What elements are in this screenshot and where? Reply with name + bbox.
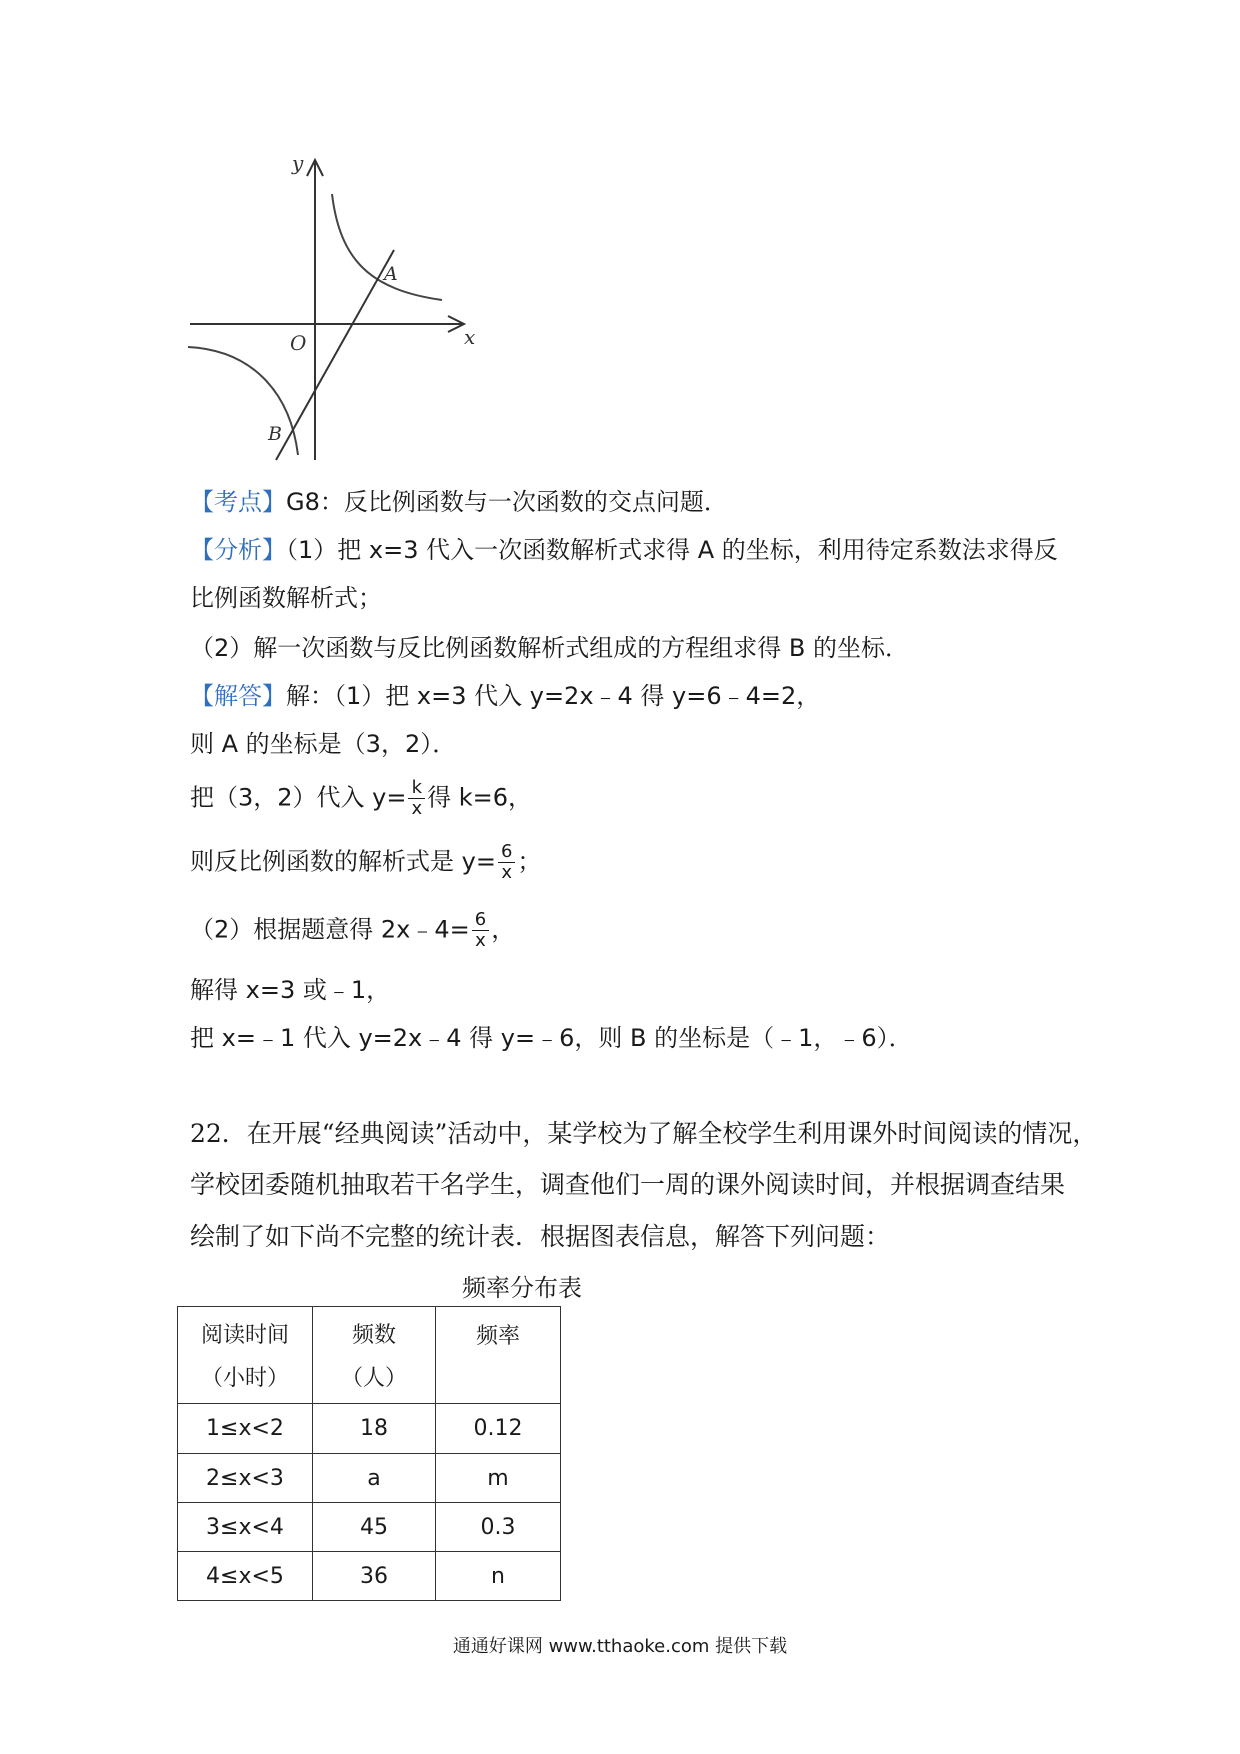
linear-function-line bbox=[276, 250, 394, 460]
point-b-label: B bbox=[268, 423, 282, 445]
fraction-denominator: x bbox=[411, 798, 423, 819]
x-axis-label: x bbox=[464, 325, 476, 349]
frequency-table bbox=[177, 1306, 561, 1601]
cell-reading-time: 1≤x<2 bbox=[178, 1404, 313, 1454]
function-graph bbox=[180, 150, 480, 470]
page-footer: 通通好课网 www.tthaoke.com 提供下载 bbox=[452, 1636, 788, 1657]
table-row bbox=[178, 1552, 561, 1601]
line5-post: ， bbox=[491, 915, 516, 944]
table-row bbox=[178, 1454, 561, 1503]
header-line-2: （人） bbox=[340, 1366, 407, 1391]
point-a-label: A bbox=[384, 263, 398, 285]
fraction-6-over-x bbox=[498, 842, 515, 883]
cell-frequency-count: 45 bbox=[313, 1503, 436, 1552]
fenxi-line-2: 比例函数解析式； bbox=[190, 584, 382, 612]
jieda-line-2: 则 A 的坐标是（3，2）． bbox=[190, 730, 457, 758]
table-row bbox=[178, 1503, 561, 1552]
cell-reading-time: 3≤x<4 bbox=[178, 1503, 313, 1552]
cell-frequency-rate: 0.3 bbox=[436, 1503, 561, 1552]
jieda-line-1 bbox=[190, 680, 820, 712]
cell-reading-time: 2≤x<3 bbox=[178, 1454, 313, 1503]
fenxi-line-1 bbox=[190, 534, 1058, 566]
question-line-1: 22．在开展“经典阅读”活动中，某学校为了解全校学生利用课外时间阅读的情况， bbox=[190, 1119, 1098, 1148]
kaodian-text: G8：反比例函数与一次函数的交点问题． bbox=[286, 488, 728, 516]
table-header-row bbox=[178, 1307, 561, 1404]
fraction-numerator: 6 bbox=[498, 842, 515, 863]
line4-pre: 则反比例函数的解析式是 y= bbox=[190, 847, 496, 876]
fraction-k-over-x bbox=[408, 778, 425, 819]
fraction-numerator: 6 bbox=[472, 910, 489, 931]
jieda-line-7: 把 x=﹣1 代入 y=2x﹣4 得 y=﹣6，则 B 的坐标是（﹣1，﹣6）． bbox=[190, 1024, 913, 1052]
cell-frequency-count: 36 bbox=[313, 1552, 436, 1601]
cell-frequency-rate: 0.12 bbox=[436, 1404, 561, 1454]
fraction-denominator: x bbox=[475, 930, 486, 951]
line5-pre: （2）根据题意得 2x﹣4= bbox=[190, 915, 470, 944]
kaodian-line bbox=[190, 486, 728, 518]
jieda-line-3 bbox=[190, 778, 532, 819]
cell-frequency-rate: n bbox=[436, 1552, 561, 1601]
header-line-2: （小时） bbox=[200, 1366, 289, 1391]
origin-label: O bbox=[290, 331, 307, 355]
jieda-line-6: 解得 x=3 或﹣1， bbox=[190, 976, 391, 1004]
jieda-line-4 bbox=[190, 842, 541, 883]
cell-reading-time: 4≤x<5 bbox=[178, 1552, 313, 1601]
header-line-1: 阅读时间 bbox=[200, 1323, 289, 1348]
fraction-6-over-x bbox=[472, 910, 489, 951]
fenxi-tag: 【分析】 bbox=[190, 536, 286, 564]
line4-post: ； bbox=[517, 847, 542, 876]
cell-frequency-count: a bbox=[313, 1454, 436, 1503]
kaodian-tag: 【考点】 bbox=[190, 488, 286, 516]
header-reading-time bbox=[178, 1307, 313, 1404]
question-line-3: 绘制了如下尚不完整的统计表．根据图表信息，解答下列问题： bbox=[190, 1222, 891, 1251]
cell-frequency-count: 18 bbox=[313, 1404, 436, 1454]
jieda-line-5 bbox=[190, 910, 515, 951]
line3-pre: 把（3，2）代入 y= bbox=[190, 783, 407, 812]
header-line-1: 频率 bbox=[475, 1324, 520, 1349]
line3-post: 得 k=6， bbox=[427, 783, 533, 812]
jieda-text-1: 解：（1）把 x=3 代入 y=2x﹣4 得 y=6﹣4=2， bbox=[286, 682, 821, 710]
jieda-tag: 【解答】 bbox=[190, 682, 286, 710]
fraction-denominator: x bbox=[501, 862, 512, 883]
header-line-1: 频数 bbox=[351, 1323, 396, 1348]
table-row bbox=[178, 1404, 561, 1454]
question-line-2: 学校团委随机抽取若干名学生，调查他们一周的课外阅读时间，并根据调查结果 bbox=[190, 1170, 1066, 1199]
header-frequency-count bbox=[313, 1307, 436, 1404]
fenxi-text-1: （1）把 x=3 代入一次函数解析式求得 A 的坐标，利用待定系数法求得反 bbox=[286, 536, 1058, 564]
header-frequency-rate bbox=[436, 1307, 561, 1404]
table-caption: 频率分布表 bbox=[462, 1274, 582, 1302]
cell-frequency-rate: m bbox=[436, 1454, 561, 1503]
fenxi-line-3: （2）解一次函数与反比例函数解析式组成的方程组求得 B 的坐标． bbox=[190, 634, 909, 662]
y-axis-label: y bbox=[292, 151, 304, 175]
fraction-numerator: k bbox=[408, 778, 425, 799]
